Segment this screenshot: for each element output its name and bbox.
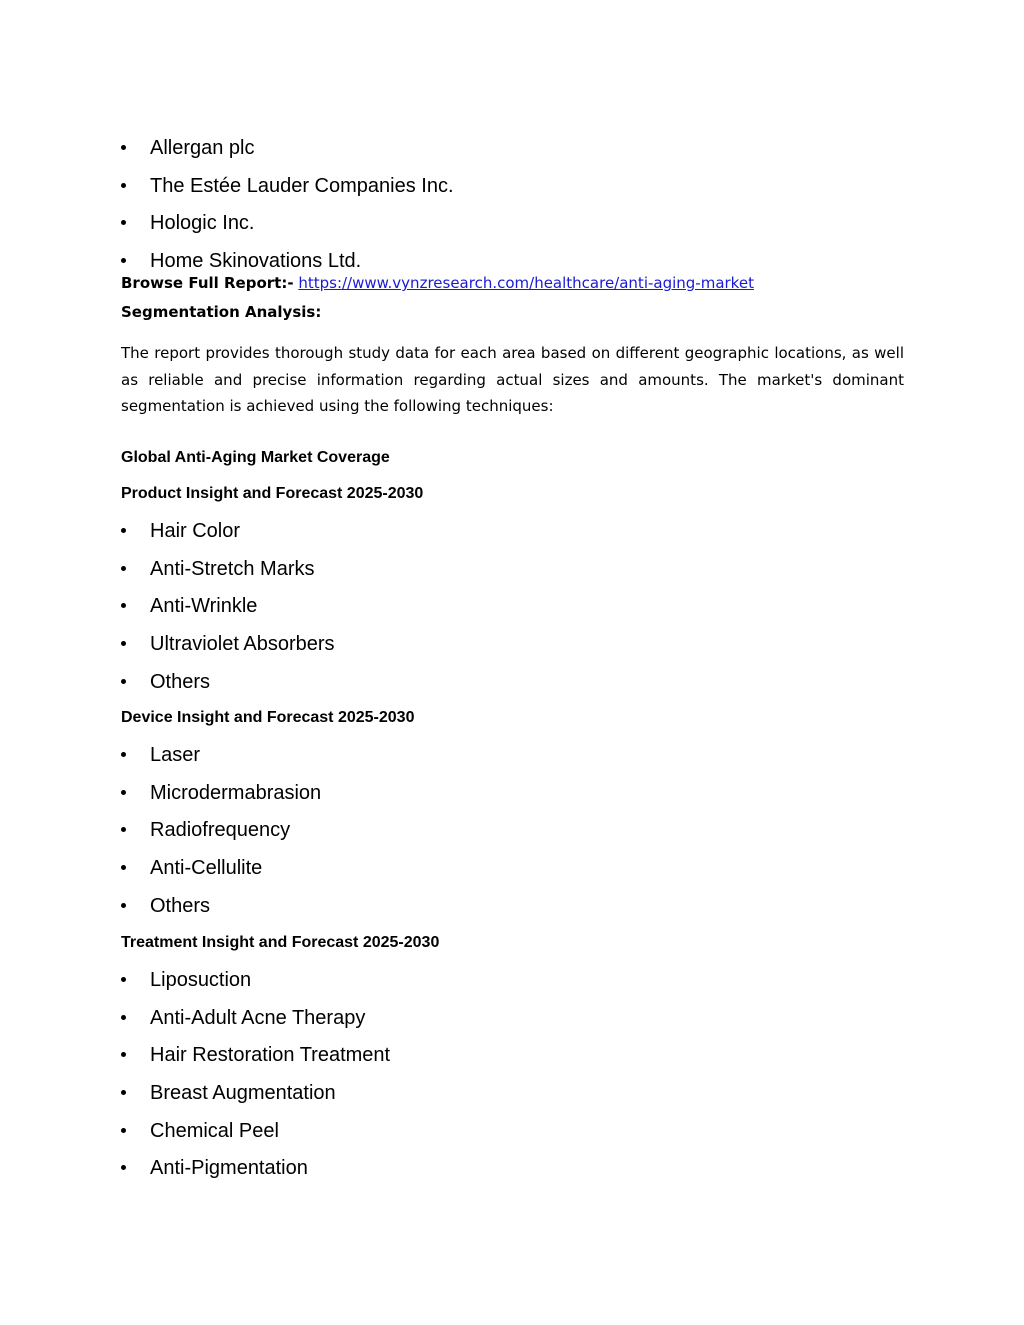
bullet-icon <box>121 679 126 684</box>
product-name: Hair Color <box>150 520 241 542</box>
list-item <box>121 213 454 251</box>
browse-report-line <box>121 273 754 293</box>
device-name: Anti-Cellulite <box>150 857 263 880</box>
bullet-icon <box>121 1052 126 1057</box>
product-name: Anti-Wrinkle <box>150 595 258 618</box>
list-item <box>121 672 335 710</box>
company-name: The Estée Lauder Companies Inc. <box>150 174 454 197</box>
list-item <box>121 521 335 559</box>
product-name: Anti-Stretch Marks <box>150 557 315 580</box>
list-item <box>121 820 321 858</box>
bullet-icon <box>121 145 126 150</box>
bullet-icon <box>121 258 126 263</box>
list-item <box>121 970 390 1008</box>
list-item <box>121 634 335 672</box>
list-item <box>121 858 321 896</box>
device-list <box>121 745 321 933</box>
treatment-name: Breast Augmentation <box>150 1082 336 1105</box>
bullet-icon <box>121 752 126 757</box>
bullet-icon <box>121 903 126 908</box>
list-item <box>121 896 321 934</box>
treatment-name: Anti-Adult Acne Therapy <box>150 1006 366 1029</box>
product-list <box>121 521 335 709</box>
list-item <box>121 1045 390 1083</box>
bullet-icon <box>121 1090 126 1095</box>
treatment-name: Hair Restoration Treatment <box>150 1044 391 1067</box>
segmentation-paragraph: The report provides thorough study data for each area based on different geographic locations, as well as reliable and precise information regarding actual sizes and amounts. The market's dominant segmentation is achieved using the following techniques: <box>121 344 904 415</box>
device-section-title: Device Insight and Forecast 2025-2030 <box>121 709 415 726</box>
bullet-icon <box>121 827 126 832</box>
company-name: Hologic Inc. <box>150 212 255 235</box>
product-name: Ultraviolet Absorbers <box>150 633 335 656</box>
bullet-icon <box>121 977 126 982</box>
bullet-icon <box>121 528 126 533</box>
bullet-icon <box>121 641 126 646</box>
treatment-name: Chemical Peel <box>150 1119 279 1142</box>
list-item <box>121 1121 390 1159</box>
bullet-icon <box>121 865 126 870</box>
segmentation-title: Segmentation Analysis: <box>121 303 322 321</box>
bullet-icon <box>121 183 126 188</box>
product-section-title: Product Insight and Forecast 2025-2030 <box>121 485 424 502</box>
bullet-icon <box>121 1128 126 1133</box>
treatment-list <box>121 970 390 1196</box>
bullet-icon <box>121 790 126 795</box>
list-item <box>121 1083 390 1121</box>
list-item <box>121 745 321 783</box>
company-list <box>121 138 454 289</box>
treatment-name: Anti-Pigmentation <box>150 1157 308 1180</box>
coverage-title: Global Anti-Aging Market Coverage <box>121 449 390 466</box>
report-link[interactable]: https://www.vynzresearch.com/healthcare/anti-aging-market <box>298 274 754 292</box>
treatment-section-title: Treatment Insight and Forecast 2025-2030 <box>121 934 440 951</box>
browse-report-label: Browse Full Report:- <box>121 274 294 292</box>
device-name: Radiofrequency <box>150 819 291 842</box>
list-item <box>121 176 454 214</box>
bullet-icon <box>121 1015 126 1020</box>
list-item <box>121 138 454 176</box>
list-item <box>121 596 335 634</box>
device-name: Laser <box>150 744 201 766</box>
list-item <box>121 559 335 597</box>
list-item <box>121 1158 390 1196</box>
bullet-icon <box>121 220 126 225</box>
bullet-icon <box>121 566 126 571</box>
company-name: Home Skinovations Ltd. <box>150 250 362 273</box>
device-name: Others <box>150 894 211 917</box>
company-name: Allergan plc <box>150 137 255 159</box>
treatment-name: Liposuction <box>150 969 252 991</box>
device-name: Microdermabrasion <box>150 781 322 804</box>
product-name: Others <box>150 670 211 693</box>
bullet-icon <box>121 1165 126 1170</box>
list-item <box>121 783 321 821</box>
list-item <box>121 1008 390 1046</box>
bullet-icon <box>121 603 126 608</box>
